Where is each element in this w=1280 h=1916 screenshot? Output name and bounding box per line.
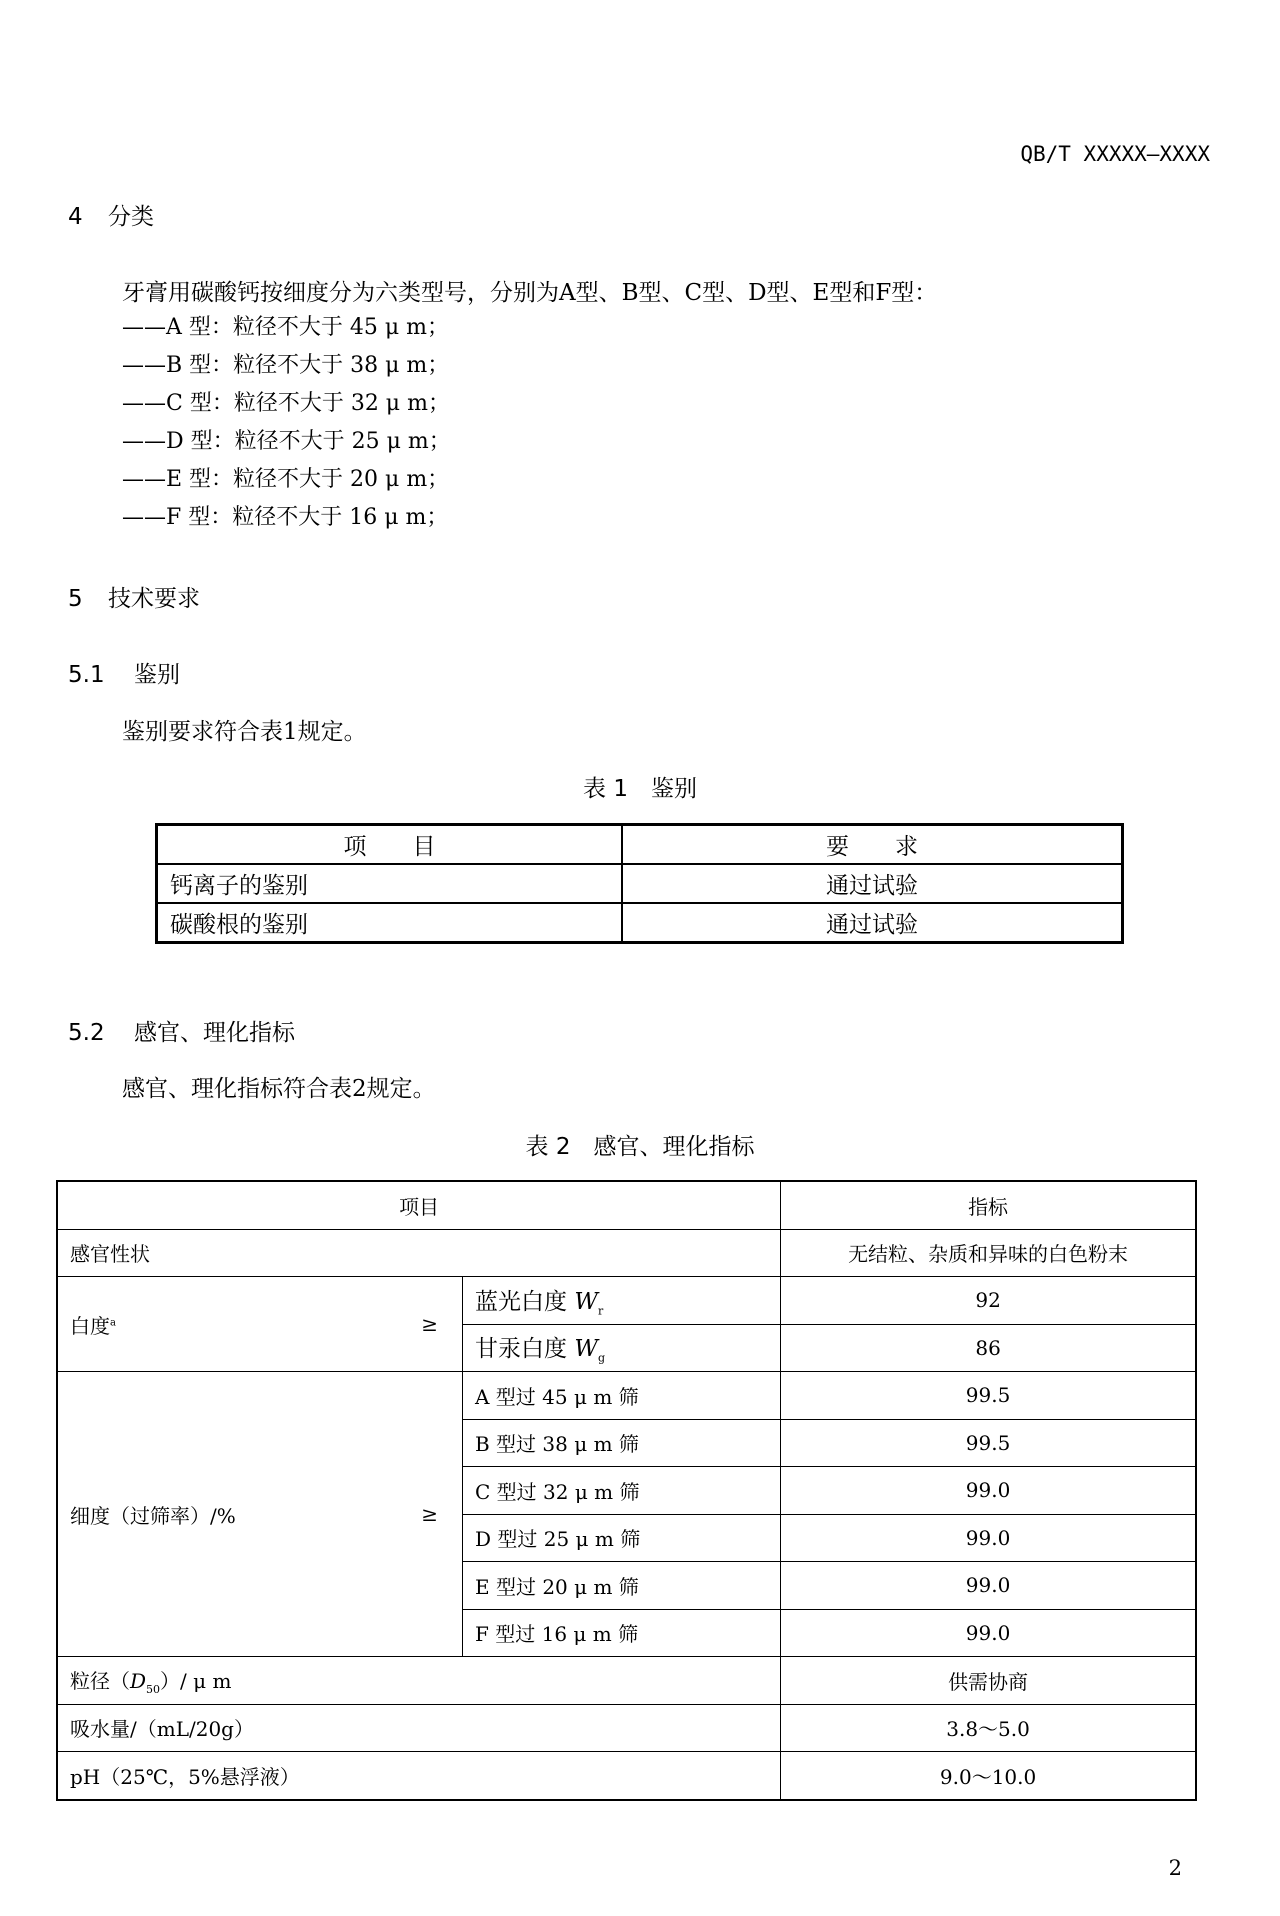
- table-cell: 吸水量/（mL/20g）: [57, 1704, 781, 1752]
- header-cell: 要 求: [622, 825, 1123, 865]
- table-cell: 通过试验: [622, 903, 1123, 943]
- green-whiteness-label: 甘汞白度: [475, 1336, 567, 1363]
- subscript: r: [597, 1304, 604, 1318]
- header-cell: 指标: [781, 1181, 1196, 1229]
- type-list: [122, 309, 451, 537]
- table-cell: [57, 1372, 463, 1657]
- table-2: [56, 1180, 1197, 1801]
- table-cell: 供需协商: [781, 1657, 1196, 1705]
- list-item: ——B 型：粒径不大于 38 μ m；: [122, 353, 450, 378]
- table-cell: 99.5: [781, 1372, 1196, 1420]
- table-cell: 9.0～10.0: [781, 1752, 1196, 1800]
- list-item: ——D 型：粒径不大于 25 μ m；: [122, 429, 451, 454]
- table-row: [57, 1704, 1196, 1752]
- sign: ≥: [421, 1502, 438, 1526]
- list-item: ——C 型：粒径不大于 32 μ m；: [122, 391, 450, 416]
- list-item: ——F 型：粒径不大于 16 μ m；: [122, 505, 449, 530]
- section-5-2-text: 感官、理化指标符合表2规定。: [122, 1076, 436, 1102]
- section-4-heading: [68, 198, 154, 231]
- symbol: D: [130, 1668, 147, 1693]
- footnote-mark: a: [110, 1316, 116, 1328]
- table-row: [57, 1277, 1196, 1325]
- table-1-caption: 表 1 鉴别: [583, 776, 697, 802]
- table-row: [57, 1372, 1196, 1420]
- particle-label-pre: 粒径（: [70, 1668, 130, 1693]
- page-number: 2: [1168, 1856, 1182, 1880]
- table-row: [57, 1229, 1196, 1277]
- table-cell: A 型过 45 μ m 筛: [463, 1372, 781, 1420]
- subscript: g: [597, 1352, 605, 1366]
- table-cell: 92: [781, 1277, 1196, 1325]
- section-5-1-heading: [68, 656, 180, 689]
- table-cell: [57, 1657, 781, 1705]
- header-cell: 项目: [57, 1181, 781, 1229]
- table-cell: [463, 1324, 781, 1372]
- table-row: [57, 1657, 1196, 1705]
- table-cell: 99.0: [781, 1609, 1196, 1657]
- table-cell: B 型过 38 μ m 筛: [463, 1419, 781, 1467]
- table-cell: [463, 1277, 781, 1325]
- symbol: W: [574, 1288, 598, 1315]
- table-cell: 86: [781, 1324, 1196, 1372]
- section-5-heading: [68, 580, 200, 613]
- section-4-intro: 牙膏用碳酸钙按细度分为六类型号，分别为A型、B型、C型、D型、E型和F型：: [122, 280, 938, 306]
- section-5-1-text: 鉴别要求符合表1规定。: [122, 719, 367, 745]
- section-5-2-heading: [68, 1014, 295, 1047]
- table-cell: 感官性状: [57, 1229, 781, 1277]
- section-number: 5.1: [68, 662, 105, 688]
- section-title: 技术要求: [108, 586, 200, 612]
- table-cell: 3.8～5.0: [781, 1704, 1196, 1752]
- table-cell: E 型过 20 μ m 筛: [463, 1562, 781, 1610]
- table-cell: 99.0: [781, 1562, 1196, 1610]
- section-number: 4: [68, 204, 83, 230]
- blue-whiteness-label: 蓝光白度: [475, 1288, 567, 1315]
- table-header-row: [157, 825, 1123, 865]
- sign: ≥: [421, 1312, 438, 1336]
- table-cell: pH（25℃，5%悬浮液）: [57, 1752, 781, 1800]
- standard-number: QB/T XXXXX—XXXX: [1020, 142, 1210, 166]
- particle-label-post: ）/ μ m: [160, 1668, 232, 1693]
- symbol: W: [574, 1336, 598, 1363]
- section-title: 鉴别: [134, 662, 180, 688]
- table-cell: 99.5: [781, 1419, 1196, 1467]
- table-cell: 99.0: [781, 1467, 1196, 1515]
- table-cell: 无结粒、杂质和异味的白色粉末: [781, 1229, 1196, 1277]
- section-number: 5: [68, 586, 83, 612]
- table-cell: 碳酸根的鉴别: [157, 903, 623, 943]
- table-cell: 通过试验: [622, 864, 1123, 903]
- section-title: 分类: [108, 204, 154, 230]
- whiteness-label: 白度: [70, 1313, 110, 1338]
- list-item: ——A 型：粒径不大于 45 μ m；: [122, 315, 450, 340]
- table-2-caption: 表 2 感官、理化指标: [525, 1134, 755, 1160]
- section-title: 感官、理化指标: [134, 1020, 295, 1046]
- table-row: [157, 864, 1123, 903]
- list-item: ——E 型：粒径不大于 20 μ m；: [122, 467, 450, 492]
- fineness-label: 细度（过筛率）/%: [70, 1503, 236, 1528]
- table-cell: D 型过 25 μ m 筛: [463, 1514, 781, 1562]
- subscript: 50: [146, 1682, 161, 1696]
- section-number: 5.2: [68, 1020, 105, 1046]
- table-1: [155, 823, 1124, 944]
- table-row: [57, 1752, 1196, 1800]
- table-cell: [57, 1277, 463, 1372]
- table-row: [157, 903, 1123, 943]
- table-cell: 99.0: [781, 1514, 1196, 1562]
- table-cell: 钙离子的鉴别: [157, 864, 623, 903]
- table-cell: F 型过 16 μ m 筛: [463, 1609, 781, 1657]
- table-cell: C 型过 32 μ m 筛: [463, 1467, 781, 1515]
- table-header-row: [57, 1181, 1196, 1229]
- header-cell: 项 目: [157, 825, 623, 865]
